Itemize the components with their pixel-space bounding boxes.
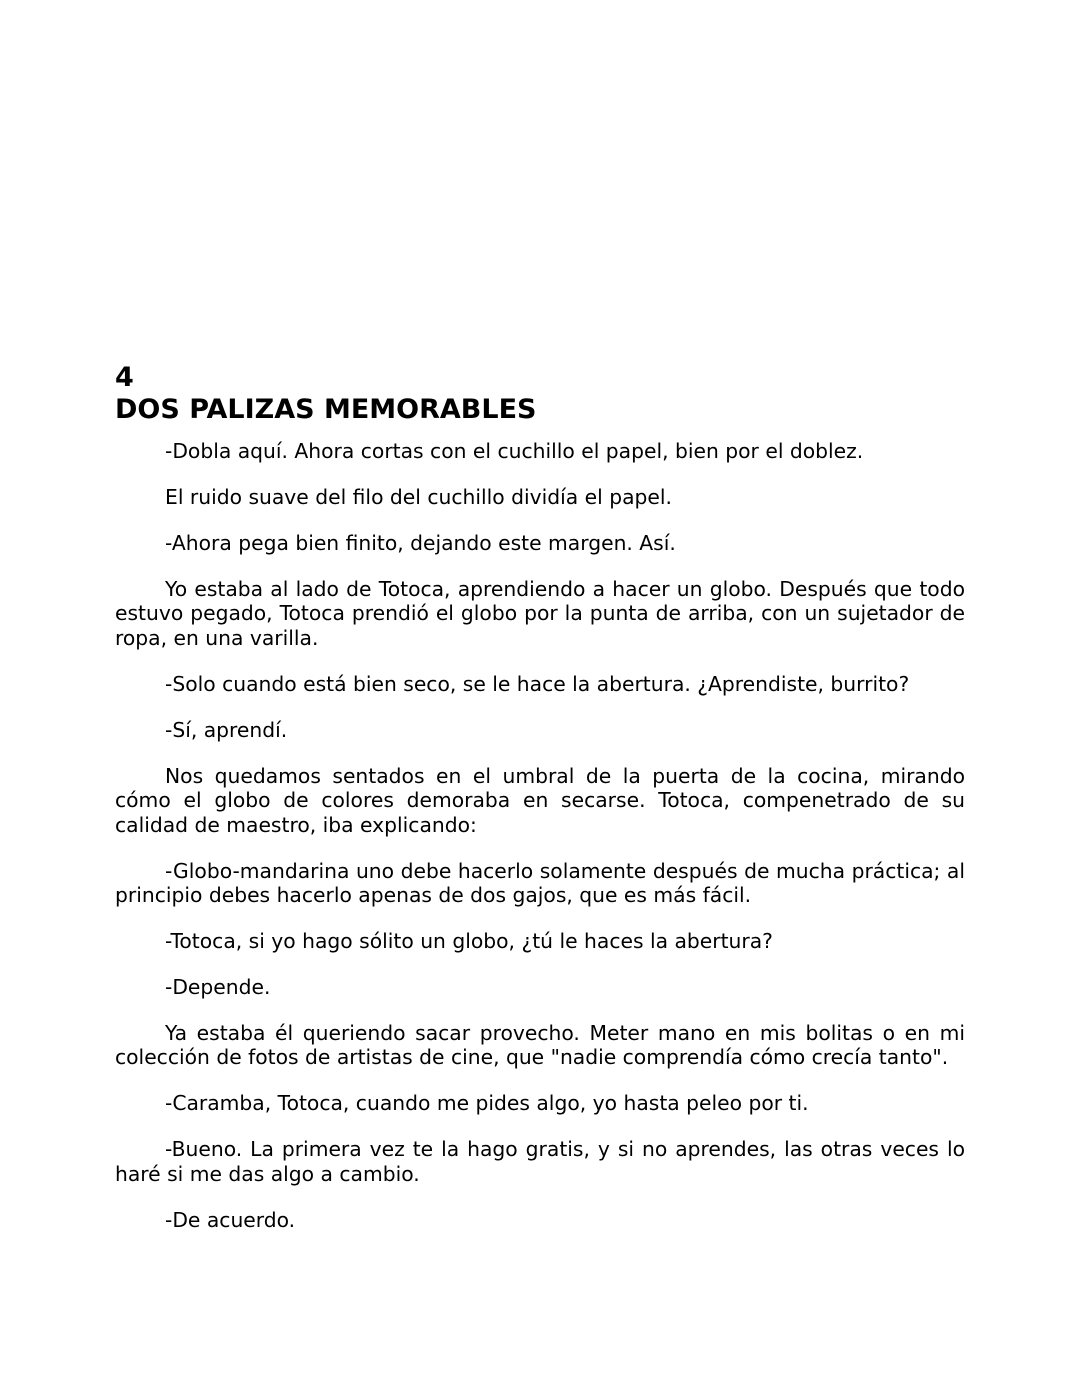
- paragraph: El ruido suave del filo del cuchillo dividía el papel.: [165, 485, 672, 509]
- paragraph: Ya estaba él queriendo sacar provecho. Meter mano en mis bolitas o en mi colección de fotos de artistas de cine, que "nadie comprendía cómo crecía tanto".: [115, 1021, 965, 1070]
- paragraph: Nos quedamos sentados en el umbral de la puerta de la cocina, mirando cómo el globo de colores demoraba en secarse. Totoca, compenetrado de su calidad de maestro, iba explicando:: [115, 763, 965, 837]
- paragraph: -Depende.: [165, 975, 271, 1000]
- paragraph: -Totoca, si yo hago sólito un globo, ¿tú le haces la abertura?: [165, 929, 773, 954]
- paragraph: -Dobla aquí. Ahora cortas con el cuchillo el papel, bien por el doblez.: [165, 439, 864, 463]
- paragraph: Yo estaba al lado de Totoca, aprendiendo a hacer un globo. Después que todo estuvo pegado, Totoca prendió el globo por la punta de arriba, con un sujetador de ropa, en una varilla.: [115, 577, 965, 650]
- paragraph: -Bueno. La primera vez te la hago gratis, y si no aprendes, las otras veces lo haré si me das algo a cambio.: [115, 1137, 965, 1186]
- chapter-number: 4: [115, 362, 134, 393]
- chapter-title: DOS PALIZAS MEMORABLES: [115, 394, 537, 425]
- paragraph: -Solo cuando está bien seco, se le hace la abertura. ¿Aprendiste, burrito?: [165, 671, 910, 696]
- paragraph: -De acuerdo.: [165, 1207, 296, 1232]
- document-page: [115, 362, 965, 1232]
- paragraph: -Sí, aprendí.: [165, 717, 288, 742]
- paragraph: -Ahora pega bien finito, dejando este margen. Así.: [165, 531, 676, 555]
- paragraph: -Globo-mandarina uno debe hacerlo solamente después de mucha práctica; al principio debes hacerlo apenas de dos gajos, que es más fácil.: [115, 858, 965, 908]
- paragraph: -Caramba, Totoca, cuando me pides algo, yo hasta peleo por ti.: [165, 1091, 809, 1116]
